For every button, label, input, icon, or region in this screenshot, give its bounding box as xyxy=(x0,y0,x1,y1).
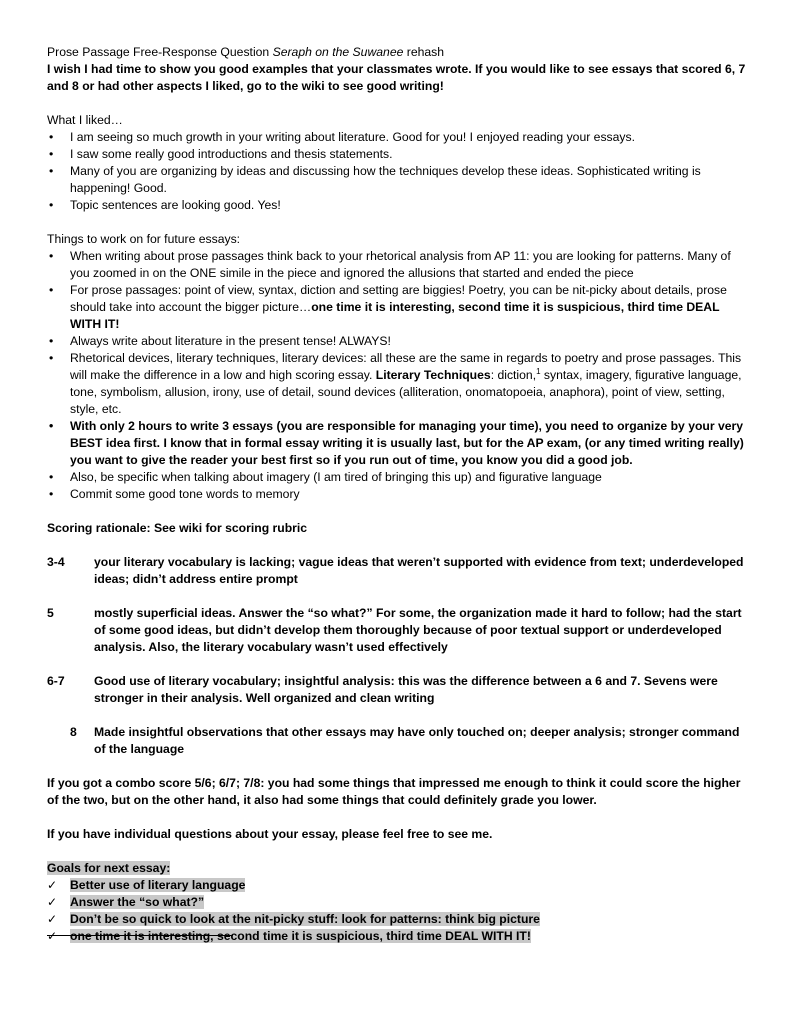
work-heading: Things to work on for future essays: xyxy=(47,232,241,246)
score-row xyxy=(47,554,751,588)
title-text: Prose Passage Free-Response Question xyxy=(47,45,273,59)
bullet-icon: • xyxy=(49,147,54,161)
score-description: your literary vocabulary is lacking; vague ideas that weren’t supported with evidence from text; underdeveloped ideas; didn’t address entire prompt xyxy=(94,555,744,586)
checkmark-icon: ✓ xyxy=(47,895,58,909)
list-item-text: syntax, imagery, figurative language, tone, symbolism, allusion, irony, use of detail, sound devices (alliteration, onomatopoeia, anaphora), point of view, setting, style, etc. xyxy=(70,368,742,416)
bullet-icon: • xyxy=(49,198,54,212)
bullet-icon: • xyxy=(49,130,54,144)
list-item-text: When writing about prose passages think back to your rhetorical analysis from AP 11: you are looking for patterns. Many of you zoomed in on the ONE simile in the piece and ignored the allusions that started and ended the piece xyxy=(70,249,731,280)
bullet-icon: • xyxy=(49,283,54,297)
list-item xyxy=(47,486,751,503)
footnote-marker[interactable]: 1 xyxy=(536,366,541,376)
score-row xyxy=(47,724,751,758)
list-item xyxy=(47,333,751,350)
list-item-text: Rhetorical devices, literary techniques, literary devices: all these are the same in regards to poetry and prose passages. This will make the difference in a low and high scoring essay. xyxy=(70,351,742,382)
list-item xyxy=(47,163,751,197)
list-item xyxy=(47,911,540,928)
score-number: 5 xyxy=(47,606,54,620)
list-item-text: With only 2 hours to write 3 essays (you are responsible for managing your time), you need to organize by your very BEST idea first. I know that in formal essay writing it is usually last, but for the AP exam, (or any timed writing really) you want to give the reader your best first so if you run out of time, you know you did a good job. xyxy=(70,419,744,467)
score-description: mostly superficial ideas. Answer the “so what?” For some, the organization made it hard to follow; had the start of some good ideas, but didn’t develop them thoroughly because of poor textual support or underdeveloped analysis. Also, the literary vocabulary wasn’t used effectively xyxy=(94,606,742,654)
list-item xyxy=(47,469,751,486)
goals-heading: Goals for next essay: xyxy=(47,861,171,875)
list-item xyxy=(47,877,540,894)
list-item xyxy=(47,350,751,418)
list-item-text: Answer the “so what?” xyxy=(70,895,205,909)
list-item-text: For prose passages: point of view, syntax, diction and setting are biggies! Poetry, you can be nit-picky about details, prose should take into account the bigger picture… xyxy=(70,283,727,314)
list-item xyxy=(47,248,751,282)
list-item-text: Don’t be so quick to look at the nit-picky stuff: look for patterns: think big picture xyxy=(70,912,540,926)
title-novel-name: Seraph on the Suwanee xyxy=(272,45,404,59)
bullet-icon: • xyxy=(49,249,54,263)
list-item-text: Commit some good tone words to memory xyxy=(70,487,300,501)
list-item-text: one time it is interesting, second time it is suspicious, third time DEAL WITH IT! xyxy=(70,929,531,943)
list-item-text: Many of you are organizing by ideas and discussing how the techniques develop these ideas. Sophisticated writing is happening! Good. xyxy=(70,164,701,195)
document-title xyxy=(47,44,751,61)
list-item xyxy=(47,928,540,945)
combo-score-paragraph: If you got a combo score 5/6; 6/7; 7/8: you had some things that impressed me enough to think it could score the higher of the two, but on the other hand, it also had some things that could definitely grade you lower. xyxy=(47,776,741,807)
checkmark-icon: ✓ xyxy=(47,912,58,926)
list-item-emphasis: Literary Techniques xyxy=(375,368,491,382)
bullet-icon: • xyxy=(49,470,54,484)
goals-section xyxy=(47,860,540,945)
questions-paragraph: If you have individual questions about your essay, please feel free to see me. xyxy=(47,827,493,841)
list-item xyxy=(47,197,751,214)
list-item-text: I am seeing so much growth in your writing about literature. Good for you! I enjoyed reading your essays. xyxy=(70,130,635,144)
score-description: Made insightful observations that other essays may have only touched on; deeper analysis; stronger command of the language xyxy=(94,725,740,756)
list-item xyxy=(47,894,540,911)
list-item xyxy=(47,282,751,333)
rationale-heading: Scoring rationale: See wiki for scoring rubric xyxy=(47,521,308,535)
score-row xyxy=(47,673,751,707)
list-item xyxy=(47,146,751,163)
list-item-text: Also, be specific when talking about imagery (I am tired of bringing this up) and figurative language xyxy=(70,470,602,484)
bullet-icon: • xyxy=(49,164,54,178)
checkmark-icon: ✓ xyxy=(47,929,58,943)
liked-list xyxy=(47,129,751,214)
checkmark-icon: ✓ xyxy=(47,878,58,892)
title-suffix: rehash xyxy=(403,45,445,59)
score-row xyxy=(47,605,751,656)
score-number: 6-7 xyxy=(47,674,65,688)
score-description: Good use of literary vocabulary; insightful analysis: this was the difference between a 6 and 7. Sevens were stronger in their analysis. Well organized and clean writing xyxy=(94,674,718,705)
list-item-text: Better use of literary language xyxy=(70,878,246,892)
bullet-icon: • xyxy=(49,487,54,501)
bullet-icon: • xyxy=(49,419,54,433)
list-item-text: Always write about literature in the present tense! ALWAYS! xyxy=(70,334,391,348)
bullet-icon: • xyxy=(49,334,54,348)
list-item xyxy=(47,418,751,469)
list-item xyxy=(47,129,751,146)
liked-heading: What I liked… xyxy=(47,113,123,127)
list-item-text: I saw some really good introductions and thesis statements. xyxy=(70,147,393,161)
work-list xyxy=(47,248,751,503)
list-item-text: Topic sentences are looking good. Yes! xyxy=(70,198,281,212)
footnote-separator xyxy=(47,935,233,936)
list-item-emphasis: one time it is interesting, second time it is suspicious, third time DEAL WITH IT! xyxy=(70,300,720,331)
bullet-icon: • xyxy=(49,351,54,365)
list-item-text: : diction, xyxy=(490,368,537,382)
score-number: 8 xyxy=(70,725,77,739)
score-number: 3-4 xyxy=(47,555,65,569)
intro-paragraph: I wish I had time to show you good examples that your classmates wrote. If you would like to see essays that scored 6, 7 and 8 or had other aspects I liked, go to the wiki to see good writing! xyxy=(47,62,746,93)
